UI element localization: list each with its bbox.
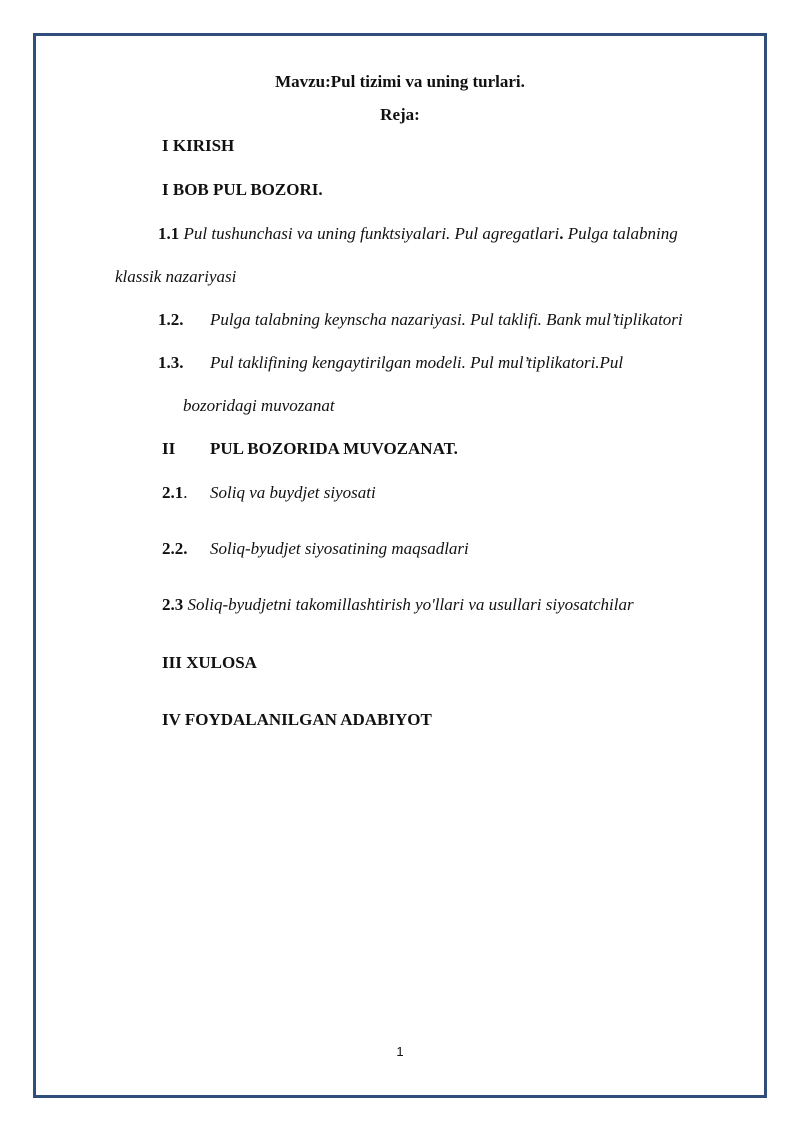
plan-item-1-3-cont: bozoridagi muvozanat bbox=[183, 396, 335, 415]
plan-chapter-2: PUL BOZORIDA MUVOZANAT. bbox=[210, 439, 458, 458]
plan-item-1-1-cont: klassik nazariyasi bbox=[115, 267, 237, 286]
plan-item-2-1-number bbox=[162, 483, 188, 503]
plan-chapter-1: I BOB PUL BOZORI. bbox=[162, 180, 323, 199]
item-number: 2.3 bbox=[162, 595, 184, 614]
plan-conclusion: III XULOSA bbox=[162, 653, 257, 672]
plan-item-1-2: Pulga talabning keynscha nazariyasi. Pul taklifi. Bank mul’tiplikatori bbox=[210, 310, 683, 329]
item-number: 1.2. bbox=[158, 310, 184, 329]
item-text: Pulga talabning bbox=[567, 224, 678, 243]
item-number: 2.2. bbox=[162, 539, 188, 558]
item-number: 2.1 bbox=[162, 483, 184, 502]
page-number: 1 bbox=[396, 1044, 404, 1059]
item-punct: . bbox=[183, 483, 188, 502]
plan-item-2-3 bbox=[162, 595, 634, 615]
item-number: 1.1 bbox=[158, 224, 180, 243]
item-number: 1.3. bbox=[158, 353, 184, 372]
plan-item-2-1: Soliq va buydjet siyosati bbox=[210, 483, 376, 502]
item-punct: . bbox=[559, 224, 564, 243]
plan-item-1-3: Pul taklifining kengaytirilgan modeli. Pul mul’tiplikatori.Pul bbox=[210, 353, 624, 372]
item-text: Pul tushunchasi va uning funktsiyalari. Pul agregatlari bbox=[183, 224, 560, 243]
page-border bbox=[33, 33, 767, 1098]
plan-heading: Reja: bbox=[380, 105, 420, 124]
document-title: Mavzu:Pul tizimi va uning turlari. bbox=[275, 72, 525, 91]
item-number: II bbox=[162, 439, 176, 458]
plan-references: IV FOYDALANILGAN ADABIYOT bbox=[162, 710, 432, 729]
plan-item-2-2: Soliq-byudjet siyosatining maqsadlari bbox=[210, 539, 469, 558]
plan-intro: I KIRISH bbox=[162, 136, 235, 155]
plan-item-1-1 bbox=[158, 224, 678, 244]
item-text: Soliq-byudjetni takomillashtirish yo'llari va usullari siyosatchilar bbox=[187, 595, 634, 614]
